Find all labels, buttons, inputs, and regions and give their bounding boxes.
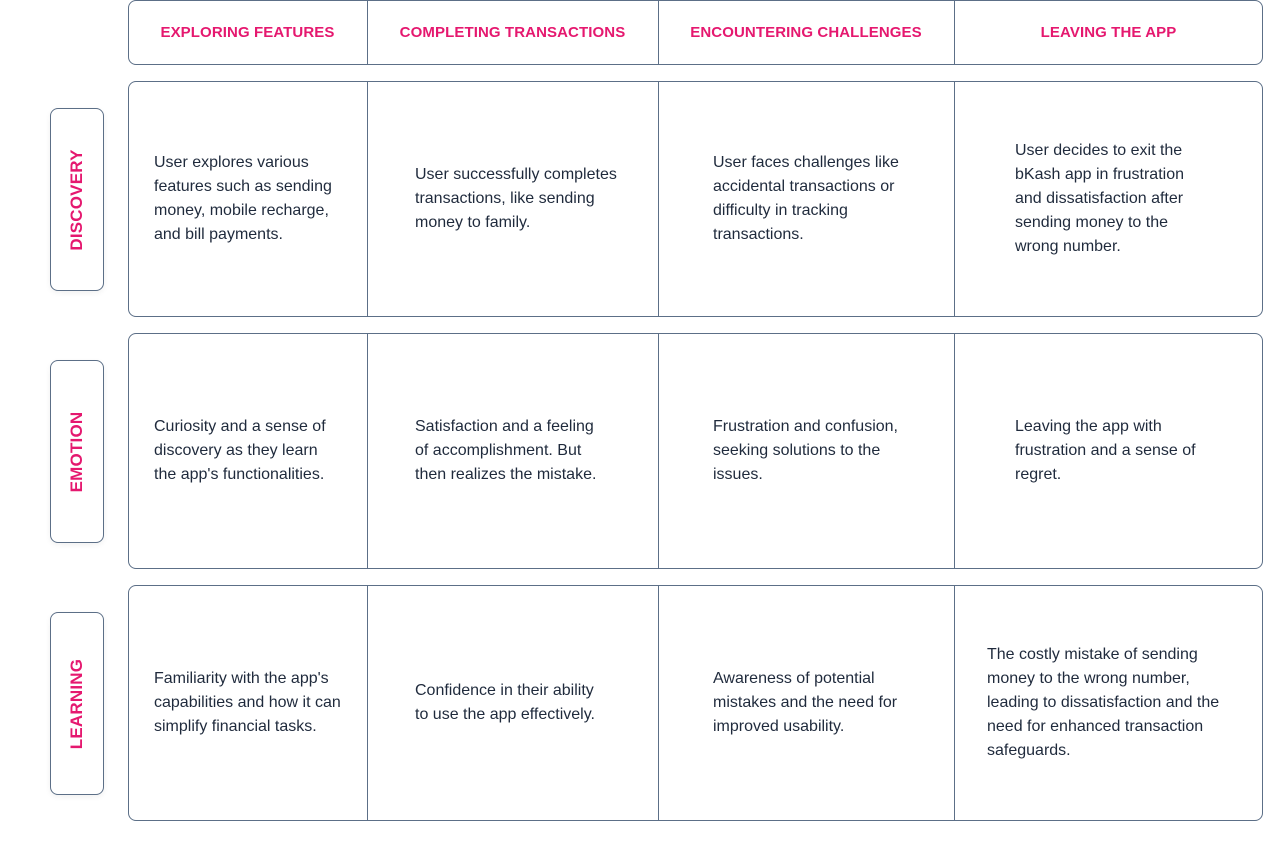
column-divider <box>658 585 659 821</box>
cell-discovery-leaving <box>1015 81 1215 317</box>
row-label-text: EMOTION <box>67 411 86 492</box>
cell-discovery-completing <box>415 81 620 317</box>
cell-emotion-leaving <box>1015 333 1215 569</box>
row-label-emotion <box>50 360 104 543</box>
cell-emotion-completing <box>415 333 600 569</box>
column-header-label: EXPLORING FEATURES <box>160 24 335 41</box>
cell-learning-completing <box>415 585 600 821</box>
cell-text: User explores various features such as sending money, mobile recharge, and bill payments. <box>154 154 332 243</box>
cell-text: Curiosity and a sense of discovery as they learn the app's functionalities. <box>154 418 326 483</box>
column-header-exploring-features <box>128 0 367 65</box>
row-label-text: DISCOVERY <box>67 148 86 251</box>
cell-discovery-encountering <box>713 81 903 317</box>
row-label-learning <box>50 612 104 795</box>
cell-text: Familiarity with the app's capabilities and how it can simplify financial tasks. <box>154 670 341 735</box>
cell-text: Awareness of potential mistakes and the need for improved usability. <box>713 670 898 735</box>
cell-text: Frustration and confusion, seeking solutions to the issues. <box>713 418 898 483</box>
cell-learning-leaving <box>987 585 1237 821</box>
column-divider <box>367 585 368 821</box>
column-divider <box>367 333 368 569</box>
column-divider <box>954 585 955 821</box>
cell-emotion-exploring <box>154 333 344 569</box>
column-header-label: COMPLETING TRANSACTIONS <box>399 24 626 41</box>
column-divider <box>658 81 659 317</box>
cell-text: User faces challenges like accidental transactions or difficulty in tracking transactions. <box>713 154 899 243</box>
cell-emotion-encountering <box>713 333 908 569</box>
column-header-encountering-challenges <box>658 0 954 65</box>
column-divider <box>367 81 368 317</box>
column-divider <box>954 333 955 569</box>
row-label-discovery <box>50 108 104 291</box>
cell-learning-exploring <box>154 585 344 821</box>
cell-text: The costly mistake of sending money to the wrong number, leading to dissatisfaction and the need for enhanced transaction safeguards. <box>987 646 1220 759</box>
column-header-leaving-the-app <box>954 0 1263 65</box>
column-divider <box>658 333 659 569</box>
cell-text: Leaving the app with frustration and a sense of regret. <box>1015 418 1196 483</box>
cell-learning-encountering <box>713 585 908 821</box>
column-header-label: ENCOUNTERING CHALLENGES <box>690 24 922 41</box>
column-divider <box>954 81 955 317</box>
cell-text: User decides to exit the bKash app in frustration and dissatisfaction after sending money to the wrong number. <box>1015 142 1184 255</box>
cell-discovery-exploring <box>154 81 344 317</box>
cell-text: User successfully completes transactions, like sending money to family. <box>415 166 617 231</box>
cell-text: Satisfaction and a feeling of accomplishment. But then realizes the mistake. <box>415 418 597 483</box>
column-header-label: LEAVING THE APP <box>1040 24 1177 41</box>
cell-text: Confidence in their ability to use the app effectively. <box>415 682 595 723</box>
row-label-text: LEARNING <box>67 658 86 749</box>
column-header-completing-transactions <box>367 0 658 65</box>
